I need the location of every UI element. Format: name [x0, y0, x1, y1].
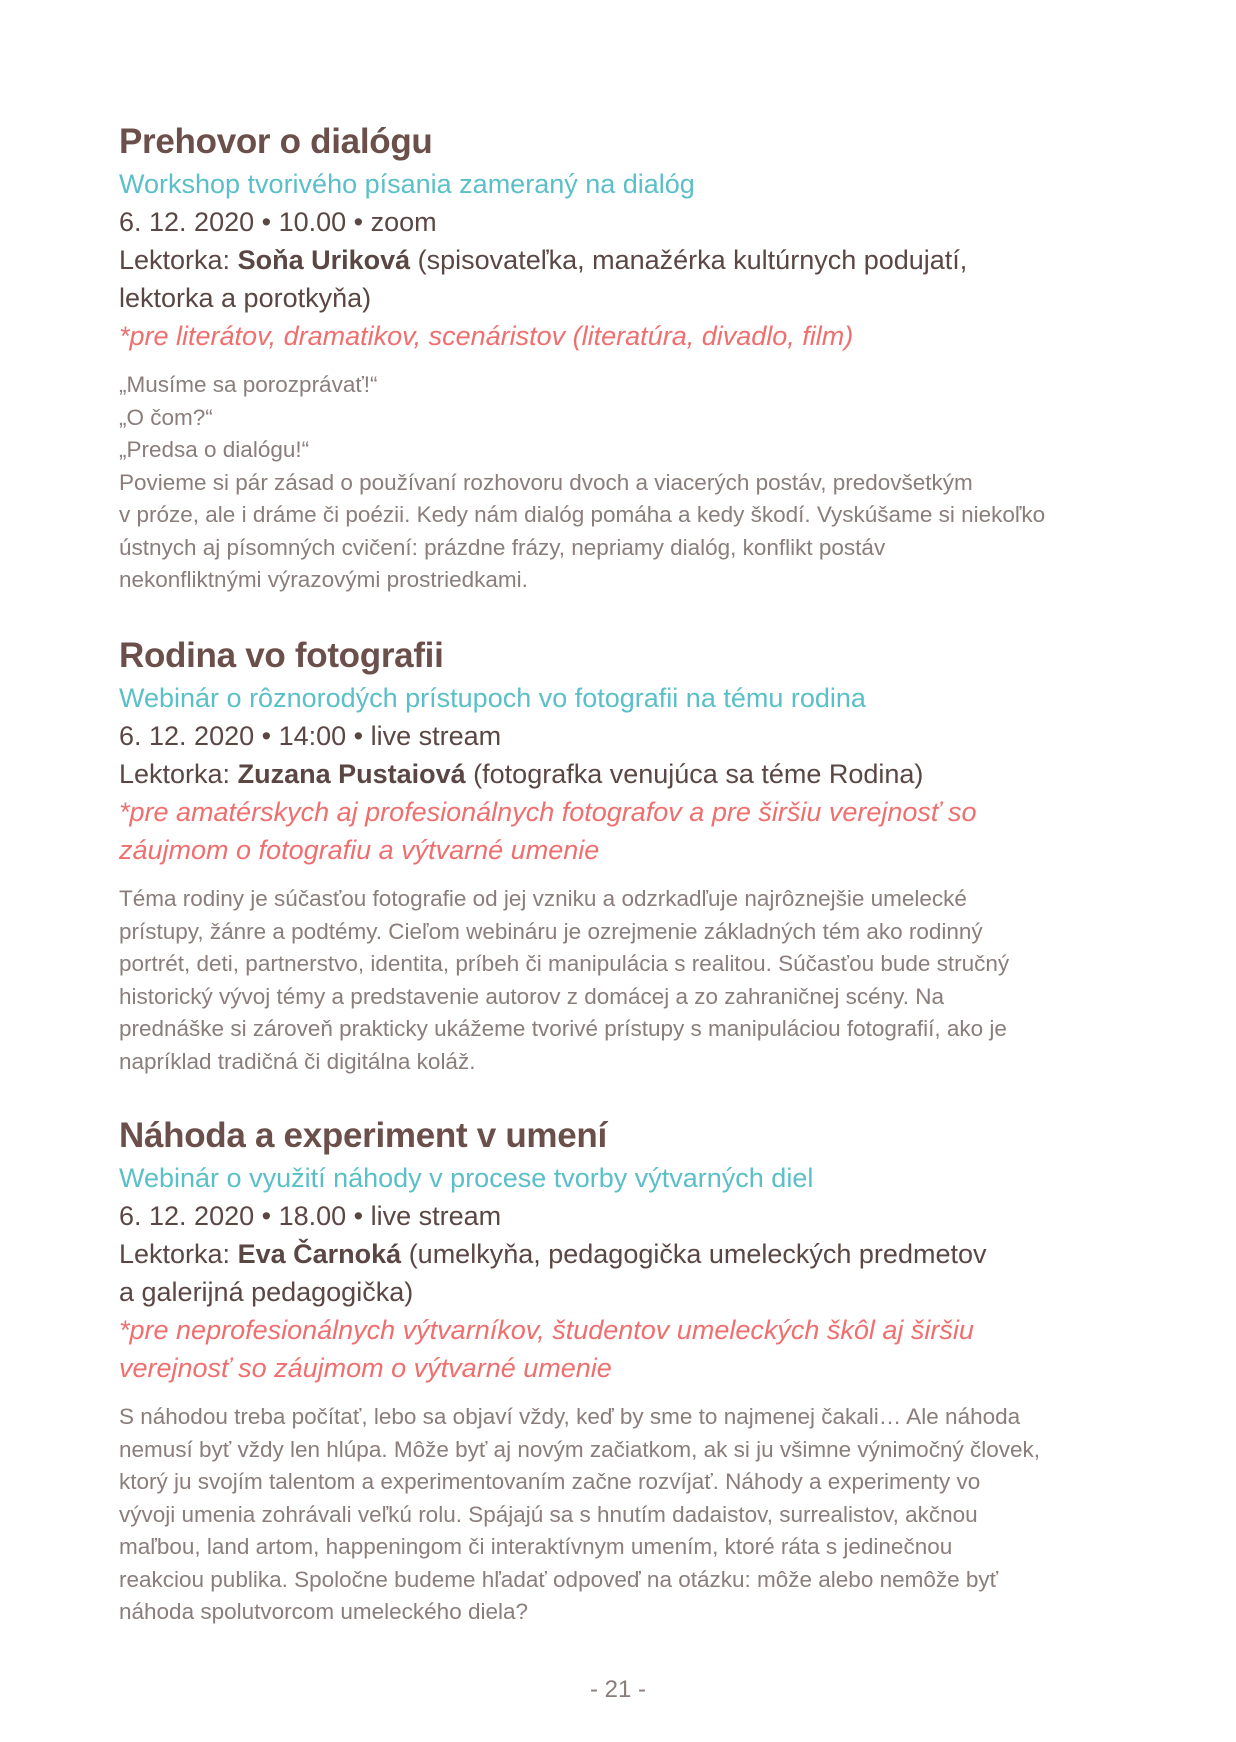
event-lecturer: [119, 241, 1129, 317]
event-lecturer: [119, 1235, 1129, 1311]
lecturer-description-cont: lektorka a porotkyňa): [119, 283, 372, 313]
lecturer-description-cont: a galerijná pedagogička): [119, 1277, 414, 1307]
description-line: nekonfliktnými výrazovými prostriedkami.: [119, 567, 528, 592]
description-line: náhoda spolutvorcom umeleckého diela?: [119, 1599, 529, 1624]
event-subtitle: Workshop tvorivého písania zameraný na dialóg: [119, 169, 695, 199]
event-description: [119, 883, 1129, 1078]
description-line: reakciou publika. Spoločne budeme hľadať odpoveď na otázku: môže alebo nemôže byť: [119, 1566, 999, 1592]
event-title: Náhoda a experiment v umení: [119, 1116, 607, 1155]
lecturer-name: Zuzana Pustaiová: [237, 759, 466, 789]
event-audience: [119, 1311, 1129, 1387]
audience-line: verejnosť so záujmom o výtvarné umenie: [119, 1353, 612, 1383]
event-prehovor-o-dialogu: [119, 122, 1129, 597]
lecturer-label: Lektorka:: [119, 245, 231, 275]
event-lecturer: [119, 755, 1129, 793]
description-line: historický vývoj témy a predstavenie autorov z domácej a zo zahraničnej scény. Na: [119, 983, 944, 1009]
event-title: Rodina vo fotografii: [119, 636, 444, 675]
event-subtitle: Webinár o využití náhody v procese tvorby výtvarných diel: [119, 1163, 814, 1193]
description-line: prístupy, žánre a podtémy. Cieľom webináru je ozrejmenie základných tém ako rodinný: [119, 918, 983, 944]
audience-line: záujmom o fotografiu a výtvarné umenie: [119, 835, 600, 865]
description-line: Povieme si pár zásad o používaní rozhovoru dvoch a viacerých postáv, predovšetkým: [119, 469, 973, 495]
audience-line: *pre amatérskych aj profesionálnych fotografov a pre širšiu verejnosť so: [119, 797, 977, 827]
description-line: v próze, ale i dráme či poézii. Kedy nám dialóg pomáha a kedy škodí. Vyskúšame si niekoľko: [119, 502, 1046, 527]
audience-line: *pre literátov, dramatikov, scenáristov (literatúra, divadlo, film): [119, 321, 854, 351]
event-audience: [119, 793, 1129, 869]
description-line: vývoji umenia zohrávali veľkú rolu. Spájajú sa s hnutím dadaistov, surrealistov, akčnou: [119, 1501, 978, 1527]
description-line: „Predsa o dialógu!“: [119, 437, 310, 462]
description-line: portrét, deti, partnerstvo, identita, príbeh či manipulácia s realitou. Súčasťou bude stručný: [119, 951, 1010, 976]
event-date-time-place: 6. 12. 2020 • 10.00 • zoom: [119, 207, 437, 237]
description-line: nemusí byť vždy len hlúpa. Môže byť aj novým začiatkom, ak si ju všimne výnimočný človek,: [119, 1436, 1040, 1462]
event-description: [119, 1401, 1129, 1629]
event-rodina-vo-fotografii: [119, 636, 1129, 1078]
description-line: „Musíme sa porozprávať!“: [119, 372, 378, 397]
event-audience: [119, 317, 1129, 355]
lecturer-label: Lektorka:: [119, 1239, 231, 1269]
event-description: [119, 369, 1129, 597]
lecturer-description: (spisovateľka, manažérka kultúrnych podujatí,: [417, 245, 968, 275]
description-line: ktorý ju svojím talentom a experimentovaním začne rozvíjať. Náhody a experimenty vo: [119, 1469, 981, 1494]
lecturer-name: Soňa Uriková: [237, 245, 411, 275]
event-date-time-place: 6. 12. 2020 • 18.00 • live stream: [119, 1201, 502, 1231]
audience-line: *pre neprofesionálnych výtvarníkov, študentov umeleckých škôl aj širšiu: [119, 1315, 974, 1345]
description-line: „O čom?“: [119, 404, 213, 430]
description-line: ústnych aj písomných cvičení: prázdne frázy, nepriamy dialóg, konflikt postáv: [119, 534, 886, 560]
lecturer-name: Eva Čarnoká: [237, 1239, 402, 1269]
lecturer-description: (umelkyňa, pedagogička umeleckých predmetov: [408, 1239, 987, 1269]
description-line: Téma rodiny je súčasťou fotografie od jej vzniku a odzrkadľuje najrôznejšie umelecké: [119, 886, 967, 911]
event-title: Prehovor o dialógu: [119, 122, 433, 161]
description-line: prednáške si zároveň prakticky ukážeme tvorivé prístupy s manipuláciou fotografií, ako je: [119, 1016, 1007, 1041]
event-nahoda-a-experiment: [119, 1116, 1129, 1629]
event-subtitle: Webinár o rôznorodých prístupoch vo fotografii na tému rodina: [119, 683, 866, 713]
event-date-time-place: 6. 12. 2020 • 14:00 • live stream: [119, 721, 502, 751]
description-line: maľbou, land artom, happeningom či interaktívnym umením, ktoré ráta s jedinečnou: [119, 1534, 953, 1559]
description-line: S náhodou treba počítať, lebo sa objaví vždy, keď by sme to najmenej čakali… Ale náhoda: [119, 1404, 1021, 1429]
description-line: napríklad tradičná či digitálna koláž.: [119, 1048, 476, 1074]
lecturer-label: Lektorka:: [119, 759, 231, 789]
page-number: - 21 -: [589, 1676, 646, 1703]
lecturer-description: (fotografka venujúca sa téme Rodina): [473, 759, 924, 789]
